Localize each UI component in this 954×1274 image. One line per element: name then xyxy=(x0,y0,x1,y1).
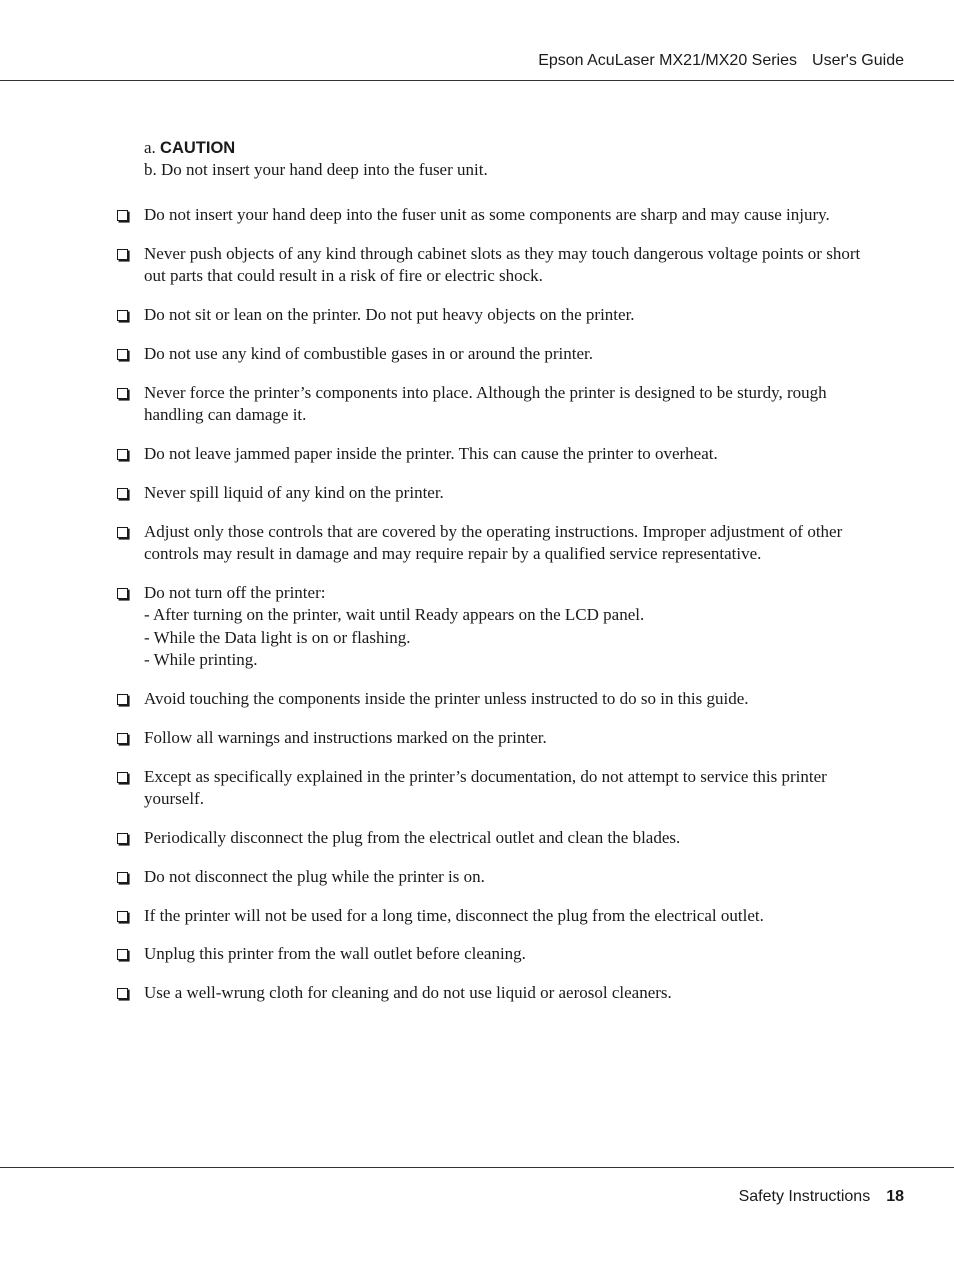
footer-section-title: Safety Instructions xyxy=(738,1188,871,1205)
list-item xyxy=(115,243,885,288)
list-item-text: Do not leave jammed paper inside the printer. This can cause the printer to overheat. xyxy=(144,443,718,463)
list-item-text: Avoid touching the components inside the printer unless instructed to do so in this guide. xyxy=(144,689,749,709)
checkbox-bullet-icon xyxy=(117,388,128,399)
checkbox-bullet-icon xyxy=(117,310,128,321)
checkbox-bullet-icon xyxy=(117,210,128,221)
checkbox-bullet-icon xyxy=(117,872,128,883)
list-item xyxy=(115,382,885,427)
checkbox-bullet-icon xyxy=(117,911,128,922)
checkbox-bullet-icon xyxy=(117,488,128,499)
list-item-text: Never push objects of any kind through cabinet slots as they may touch dangerous voltage points or short out parts that could result in a risk of fire or electric shock. xyxy=(144,243,861,286)
list-item-text: Never spill liquid of any kind on the printer. xyxy=(144,482,444,502)
page-footer xyxy=(739,1186,904,1208)
list-item-text: - While the Data light is on or flashing. xyxy=(144,627,411,647)
caution-title: CAUTION xyxy=(160,139,236,157)
caution-prefix: a. xyxy=(144,138,156,157)
list-item xyxy=(115,727,885,750)
checkbox-bullet-icon xyxy=(117,772,128,783)
checkbox-bullet-icon xyxy=(117,527,128,538)
checkbox-bullet-icon xyxy=(117,949,128,960)
list-item xyxy=(115,766,885,811)
list-item xyxy=(115,982,885,1005)
list-item-text: Unplug this printer from the wall outlet before cleaning. xyxy=(144,944,526,964)
checkbox-bullet-icon xyxy=(117,249,128,260)
header-product-title: Epson AcuLaser MX21/MX20 Series xyxy=(538,52,798,69)
list-item xyxy=(115,521,885,566)
list-item-text: Do not insert your hand deep into the fuser unit as some components are sharp and may cause injury. xyxy=(144,205,830,224)
caution-note xyxy=(144,137,488,181)
list-item xyxy=(115,866,885,889)
list-item-text: Use a well-wrung cloth for cleaning and do not use liquid or aerosol cleaners. xyxy=(144,983,672,1003)
footer-divider xyxy=(0,1167,954,1168)
list-item xyxy=(115,204,885,227)
caution-text: b. Do not insert your hand deep into the fuser unit. xyxy=(144,160,488,179)
safety-instruction-list xyxy=(115,204,885,1021)
header-divider xyxy=(0,80,954,81)
list-item xyxy=(115,943,885,966)
list-item-text: Do not turn off the printer: xyxy=(144,582,326,602)
checkbox-bullet-icon xyxy=(117,733,128,744)
list-item xyxy=(115,688,885,711)
checkbox-bullet-icon xyxy=(117,588,128,599)
list-item xyxy=(115,304,885,327)
list-item xyxy=(115,582,885,672)
list-item xyxy=(115,905,885,928)
caution-heading xyxy=(144,137,488,159)
list-item xyxy=(115,482,885,505)
checkbox-bullet-icon xyxy=(117,833,128,844)
list-item xyxy=(115,443,885,466)
list-item-text: Except as specifically explained in the printer’s documentation, do not attempt to service this printer yourself. xyxy=(144,766,827,809)
list-item-text: Adjust only those controls that are covered by the operating instructions. Improper adjustment of other controls may result in damage and may require repair by a qualified service representative. xyxy=(144,521,843,564)
list-item-text: If the printer will not be used for a long time, disconnect the plug from the electrical outlet. xyxy=(144,905,764,925)
page-number: 18 xyxy=(886,1188,904,1205)
list-item-text: Do not use any kind of combustible gases in or around the printer. xyxy=(144,343,593,363)
list-item xyxy=(115,343,885,366)
list-item-text: - While printing. xyxy=(144,650,258,670)
checkbox-bullet-icon xyxy=(117,449,128,460)
checkbox-bullet-icon xyxy=(117,349,128,360)
list-item-text: Never force the printer’s components into place. Although the printer is designed to be sturdy, rough handling can damage it. xyxy=(144,382,827,425)
list-item-text: - After turning on the printer, wait until Ready appears on the LCD panel. xyxy=(144,605,645,625)
list-item-text: Periodically disconnect the plug from the electrical outlet and clean the blades. xyxy=(144,828,681,848)
header-guide-title: User's Guide xyxy=(812,52,904,69)
list-item-text: Do not disconnect the plug while the printer is on. xyxy=(144,866,485,886)
list-item xyxy=(115,827,885,850)
page-header xyxy=(538,50,904,72)
list-item-text: Follow all warnings and instructions marked on the printer. xyxy=(144,727,547,747)
checkbox-bullet-icon xyxy=(117,694,128,705)
list-item-text: Do not sit or lean on the printer. Do not put heavy objects on the printer. xyxy=(144,305,635,325)
checkbox-bullet-icon xyxy=(117,988,128,999)
